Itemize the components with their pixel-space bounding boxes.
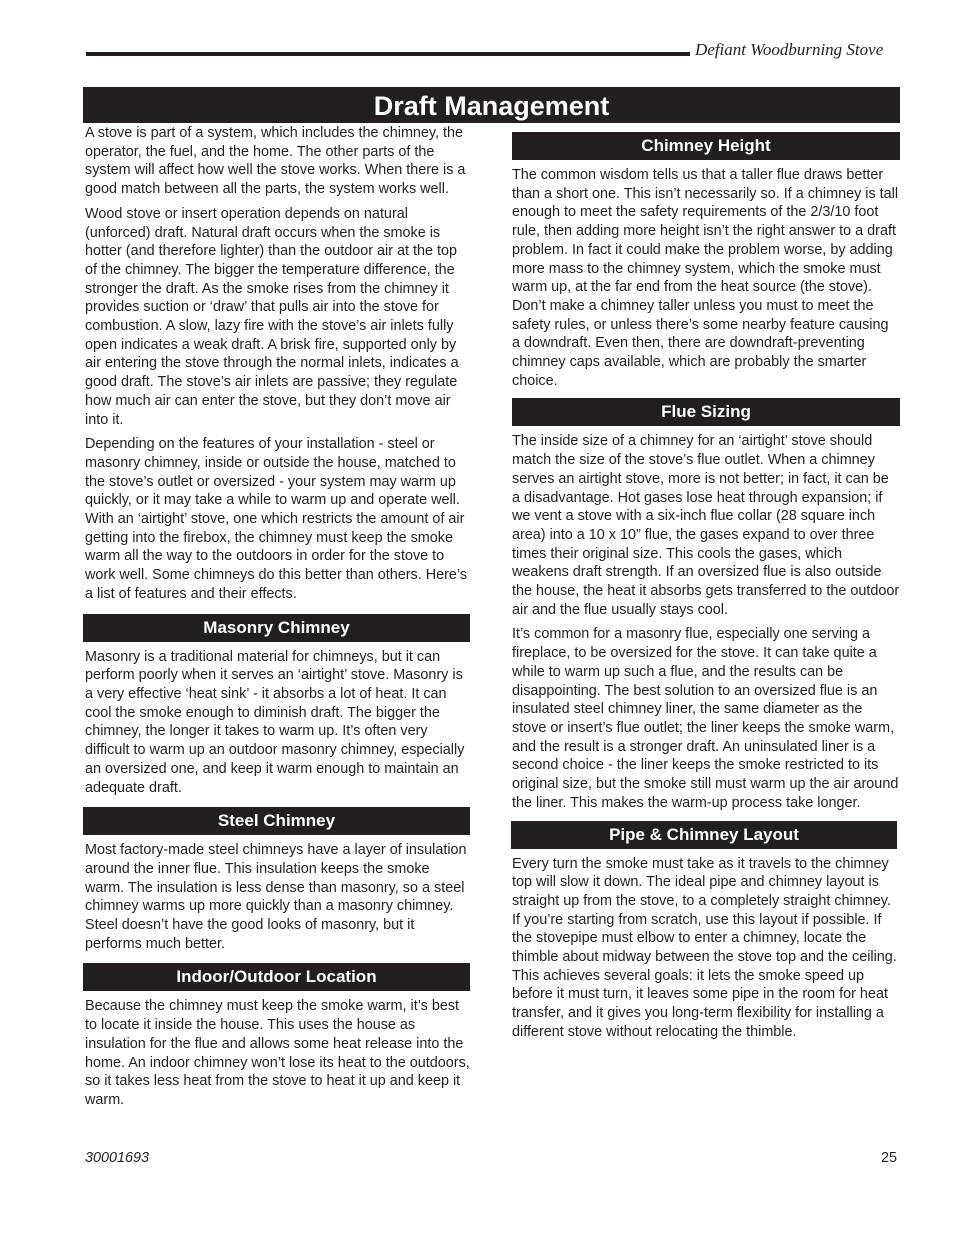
intro-paragraph-2: Wood stove or insert operation depends on natural (unforced) draft. Natural draft occurs when the smoke is hotter (and therefore lighter) than the outdoor air at the top of the chimney. The bigger the temperature difference, the stronger the draft. As the smoke rises from the chimney it provides suction or ‘draw’ that pulls air into the stove for combustion. A slow, lazy fire with the stove’s air inlets fully open indicates a weak draft. A brisk fire, supported only by air entering the stove through the normal inlets, indicates a good draft. The stove’s air inlets are passive; they regulate how much air can enter the stove, but they don’t move air into it.	[85, 205, 459, 428]
flue-sizing-text-1: The inside size of a chimney for an ‘airtight’ stove should match the size of the stove’s flue outlet. When a chimney serves an airtight stove, more is not better; in fact, it can be a disadvantage. Hot gases lose heat through expansion; if we vent a stove with a six-inch flue collar (28 square inch area) into a 10 x 10” flue, the gases expand to over three times their original size. This cools the gases, which weakens draft strength. If an oversized flue is also outside the house, the heat it absorbs gets transferred to the outdoor air and the flue usually stays cool.	[512, 433, 900, 618]
section-heading-indoor-outdoor-location: Indoor/Outdoor Location	[83, 963, 470, 991]
steel-chimney-text: Most factory-made steel chimneys have a layer of insulation around the inner flue. This insulation keeps the smoke warm. The insulation is less dense than masonry, so a steel chimney warms up more quickly than a masonry chimney. Steel doesn’t have the good looks of masonry, but it performs much better.	[85, 842, 467, 952]
page-number: 25	[880, 1150, 897, 1166]
masonry-chimney-text: Masonry is a traditional material for chimneys, but it can perform poorly when it serves an ‘airtight’ stove. Masonry is a very effective ‘heat sink’ - it absorbs a lot of heat. It can cool the smoke enough to diminish draft. The bigger the chimney, the longer it takes to warm up. It’s often very difficult to warm up an outdoor masonry chimney, especially an oversized one, and keep it warm enough to maintain an adequate draft.	[85, 648, 465, 796]
right-column	[512, 124, 900, 1048]
page-title: Draft Management	[83, 87, 900, 123]
indoor-outdoor-location-text: Because the chimney must keep the smoke warm, it’s best to locate it inside the house. This uses the house as insulation for the flue and allows some heat release into the home. An indoor chimney won’t lose its heat to the outdoors, so it takes less heat from the stove to heat it up and keep it warm.	[85, 998, 470, 1108]
section-heading-masonry-chimney: Masonry Chimney	[83, 614, 470, 642]
running-header-title: Defiant Woodburning Stove	[695, 40, 884, 59]
pipe-chimney-layout-text: Every turn the smoke must take as it travels to the chimney top will slow it down. The ideal pipe and chimney layout is straight up from the stove, to a completely straight chimney. If you’re starting from scratch, use this layout if possible. If the stovepipe must elbow to enter a chimney, locate the thimble about midway between the stove top and the ceiling. This achieves several goals: it lets the smoke speed up before it must turn, it leaves some pipe in the room for heat transfer, and it gives you long-term flexibility for installing a different stove without relocating the thimble.	[512, 855, 897, 1040]
intro-paragraph-3: Depending on the features of your installation - steel or masonry chimney, inside or outside the house, matched to the stove’s outlet or oversized - your system may warm up quickly, or it may take a while to warm up and operate well. With an ‘airtight’ stove, one which restricts the amount of air getting into the firebox, the chimney must keep the smoke warm all the way to the outdoors in order for the stove to work well. Some chimneys do this better than others. Here’s a list of features and their effects.	[85, 436, 468, 602]
section-heading-steel-chimney: Steel Chimney	[83, 807, 470, 835]
header-rule	[86, 52, 690, 56]
section-heading-flue-sizing: Flue Sizing	[512, 398, 900, 426]
chimney-height-text: The common wisdom tells us that a taller flue draws better than a short one. This isn’t necessarily so. If a chimney is tall enough to meet the safety requirements of the 2/3/10 foot rule, then adding more height isn’t the right answer to a draft problem. In fact it could make the problem worse, by adding more mass to the chimney system, which the smoke must warm up, at the far end from the heat source (the stove). Don’t make a chimney taller unless you must to meet the safety rules, or unless there’s some nearby feature causing a downdraft. Even then, there are downdraft-preventing chimney caps available, which are probably the smarter choice.	[512, 167, 899, 389]
left-column	[85, 124, 470, 1116]
section-heading-chimney-height: Chimney Height	[512, 132, 900, 160]
document-number: 30001693	[85, 1150, 150, 1166]
section-heading-pipe-chimney-layout: Pipe & Chimney Layout	[511, 821, 897, 849]
intro-paragraph-1: A stove is part of a system, which includes the chimney, the operator, the fuel, and the home. The other parts of the system will affect how well the stove works. When there is a good match between all the parts, the system works well.	[85, 125, 466, 198]
flue-sizing-text-2: It’s common for a masonry flue, especially one serving a fireplace, to be oversized for the stove. It can take quite a while to warm up such a flue, and the results can be disappointing. The best solution to an oversized flue is an insulated steel chimney liner, the same diameter as the stove or insert’s flue outlet; the liner keeps the smoke warm, and the result is a stronger draft. An uninsulated liner is a second choice - the liner keeps the smoke restricted to its original size, but the smoke still must warm up the air around the liner. This makes the warm-up process take longer.	[512, 626, 899, 811]
